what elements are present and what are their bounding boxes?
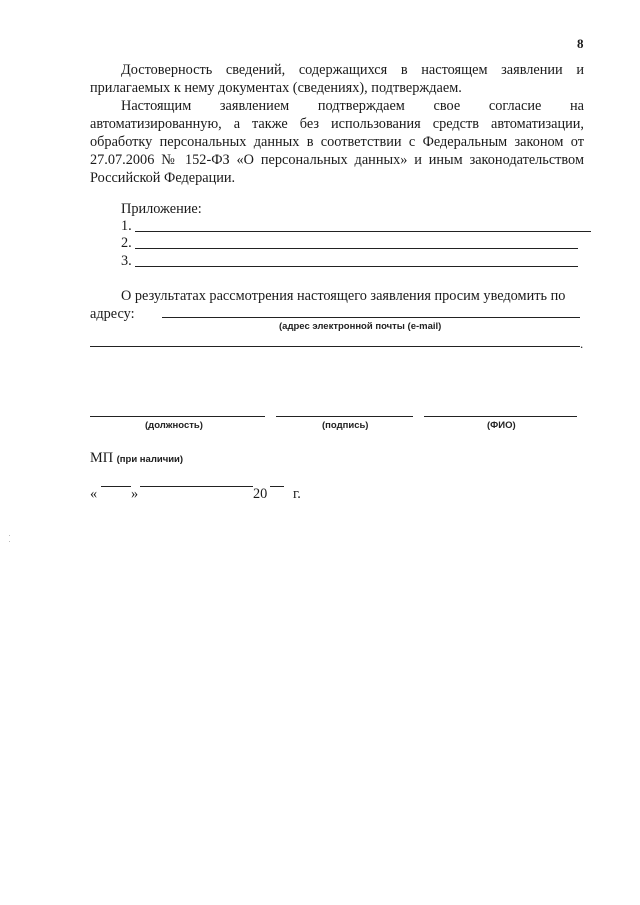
scan-speck: [9, 541, 10, 542]
page-number: 8: [577, 36, 584, 51]
stamp-label: [90, 450, 183, 467]
attachment-number: 3.: [121, 253, 132, 269]
attachment-item-3[interactable]: [121, 253, 578, 271]
notification-paragraph: О результатах рассмотрения настоящего заявления просим уведомить по адресу:: [90, 288, 566, 322]
scan-speck: [9, 535, 10, 536]
consent-paragraph: Настоящим заявлением подтверждаем свое согласие на автоматизированную, а также без использования средств автоматизации, обработку персональных данных в соответствии с Федеральным законом от 27.07.2006 № 152-ФЗ «О персональных данных» и иным законодательством Российской Федерации.: [90, 98, 584, 186]
attachment-item-2[interactable]: [121, 235, 578, 253]
date-month-blank[interactable]: [140, 486, 253, 487]
date-close-quote: »: [131, 486, 139, 502]
date-year-suffix: г.: [293, 486, 301, 502]
attachment-blank-line: [135, 248, 578, 249]
stamp-mark: МП: [90, 450, 114, 466]
email-caption: (адрес электронной почты (e-mail): [279, 321, 442, 332]
full-name-field[interactable]: [424, 416, 577, 417]
date-year-prefix: 20: [253, 486, 268, 502]
attachment-number: 2.: [121, 235, 132, 251]
attachment-item-1[interactable]: [121, 218, 591, 236]
full-name-caption: (ФИО): [487, 420, 516, 431]
position-field[interactable]: [90, 416, 265, 417]
attachment-blank-line: [135, 266, 578, 267]
date-open-quote: «: [90, 486, 98, 502]
stamp-note: (при наличии): [116, 454, 184, 465]
attachment-blank-line: [135, 231, 591, 232]
date-field[interactable]: [90, 486, 320, 506]
reliability-paragraph: Достоверность сведений, содержащихся в настоящем заявлении и прилагаемых к нему документах (сведениях), подтверждаем.: [90, 62, 584, 96]
signature-caption: (подпись): [322, 420, 369, 431]
date-year-blank[interactable]: [270, 486, 284, 487]
attachments-title: Приложение:: [121, 201, 202, 217]
date-day-blank[interactable]: [101, 486, 131, 487]
email-address-field[interactable]: [162, 317, 580, 318]
position-caption: (должность): [145, 420, 203, 431]
signature-field[interactable]: [276, 416, 413, 417]
attachment-number: 1.: [121, 218, 132, 234]
email-address-field-continued[interactable]: [90, 346, 580, 347]
end-period: .: [580, 336, 584, 351]
